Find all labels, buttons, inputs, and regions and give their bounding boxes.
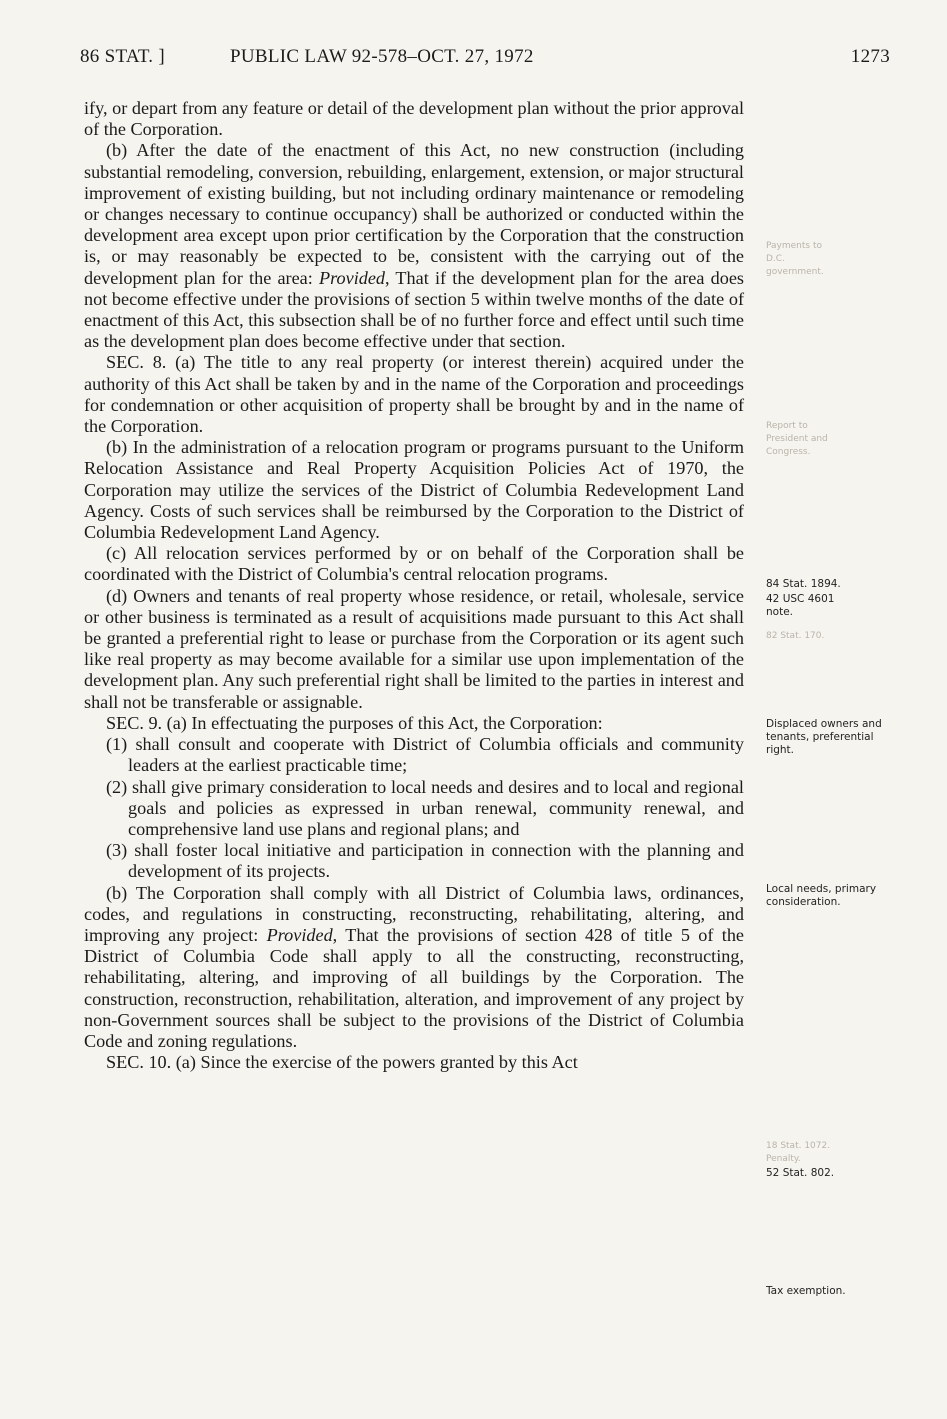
margin-note-tax-exemption: Tax exemption. xyxy=(766,1285,846,1297)
page-header xyxy=(80,46,890,76)
list-item-2: (2) shall give primary consideration to local needs and desires and to local and regional goals and policies as expressed in urban renewal, community renewal, and comprehensive land use plans and regional plans; and xyxy=(106,776,744,839)
paragraph-7b: (b) After the date of the enactment of this Act, no new construction (including substantial remodeling, conversion, rebuilding, enlargement, extension, or major structural improvement of existing building, but not including ordinary maintenance or remodeling or changes necessary to continue occupancy) shall be authorized or conducted within the development area except upon prior certification by the Corporation that the construction is, or may reasonably be expected to be, consistent with the carrying out of the development plan for the area: Provided, That if the development plan for the area does not become effective under the provisions of section 5 within twelve months of the date of enactment of this Act, this subsection shall be of no further force and effect until such time as the development plan does become effective under that section. xyxy=(84,140,744,352)
list-item-3: (3) shall foster local initiative and participation in connection with the planning and development of its projects. xyxy=(106,840,744,882)
provided-italic: Provided xyxy=(319,267,386,288)
paragraph-8b: (b) In the administration of a relocation program or programs pursuant to the Uniform Relocation Assistance and Real Property Acquisition Policies Act of 1970, the Corporation may utilize the services of the District of Columbia Redevelopment Land Agency. Costs of such services shall be reimbursed by the Corporation to the District of Columbia Redevelopment Land Agency. xyxy=(84,437,744,543)
paragraph-continued: ify, or depart from any feature or detail of the development plan without the prior approval of the Corporation. xyxy=(84,98,744,140)
paragraph-sec9a: SEC. 9. (a) In effectuating the purposes of this Act, the Corporation: xyxy=(106,712,603,733)
margin-note-stat-802: 52 Stat. 802. xyxy=(766,1167,835,1179)
bleed-through-note: 18 Stat. 1072. Penalty. xyxy=(766,1141,831,1164)
section-label: SEC. 8. xyxy=(106,352,167,373)
bleed-through-note: Payments to D.C. government. xyxy=(766,241,824,277)
list-item-1: (1) shall consult and cooperate with District of Columbia officials and community leaders at the earliest practicable time; xyxy=(106,734,744,776)
paragraph-9b: (b) The Corporation shall comply with all District of Columbia laws, ordinances, codes, and regulations in constructing, reconstructing, rehabilitating, altering, and improving any project: Provided, That the provisions of section 428 of title 5 of the District of Columbia Code shall apply to all the constructing, reconstructing, rehabilitating, altering, and improving of all buildings by the Corporation. The construction, reconstruction, rehabilitation, alteration, and improvement of any project by non-Government sources shall be subject to the provisions of the District of Columbia Code and zoning regulations. xyxy=(84,882,745,1051)
margin-note-local-needs: Local needs, primary consideration. xyxy=(766,883,877,908)
section-label: SEC. 9. xyxy=(106,712,163,733)
paragraph-sec8a: SEC. 8. (a) The title to any real property (or interest therein) acquired under the authority of this Act shall be taken by and in the name of the Corporation and proceedings for condemnation or other acquisition of property shall be brought by and in the name of the Corporation. xyxy=(84,352,745,437)
provided-italic: Provided xyxy=(266,924,333,945)
stat-reference: 86 STAT. ] xyxy=(80,46,166,67)
law-title: PUBLIC LAW 92-578–OCT. 27, 1972 xyxy=(230,46,534,67)
margin-note-usc: 42 USC 4601 note. xyxy=(766,593,835,618)
paragraph-sec10a: SEC. 10. (a) Since the exercise of the powers granted by this Act xyxy=(106,1052,578,1073)
bleed-through-note: 82 Stat. 170. xyxy=(766,631,825,641)
section-label: SEC. 10. xyxy=(106,1052,172,1073)
paragraph-8c: (c) All relocation services performed by or on behalf of the Corporation shall be coordinated with the District of Columbia's central relocation programs. xyxy=(84,543,744,585)
page-number: 1273 xyxy=(850,46,890,67)
paragraph-8d: (d) Owners and tenants of real property whose residence, or retail, wholesale, service or other business is terminated as a result of acquisitions made pursuant to this Act shall be granted a preferential right to lease or purchase from the Corporation or its agent such like real property as may become available for a similar use upon implementation of the development plan. Any such preferential right shall be limited to the parties in interest and shall not be transferable or assignable. xyxy=(84,585,744,712)
body-text xyxy=(84,98,744,1073)
margin-note-stat-1894: 84 Stat. 1894. xyxy=(766,578,841,590)
bleed-through-note: Report to President and Congress. xyxy=(766,421,828,457)
margin-note-displaced: Displaced owners and tenants, preferential right. xyxy=(766,718,882,756)
